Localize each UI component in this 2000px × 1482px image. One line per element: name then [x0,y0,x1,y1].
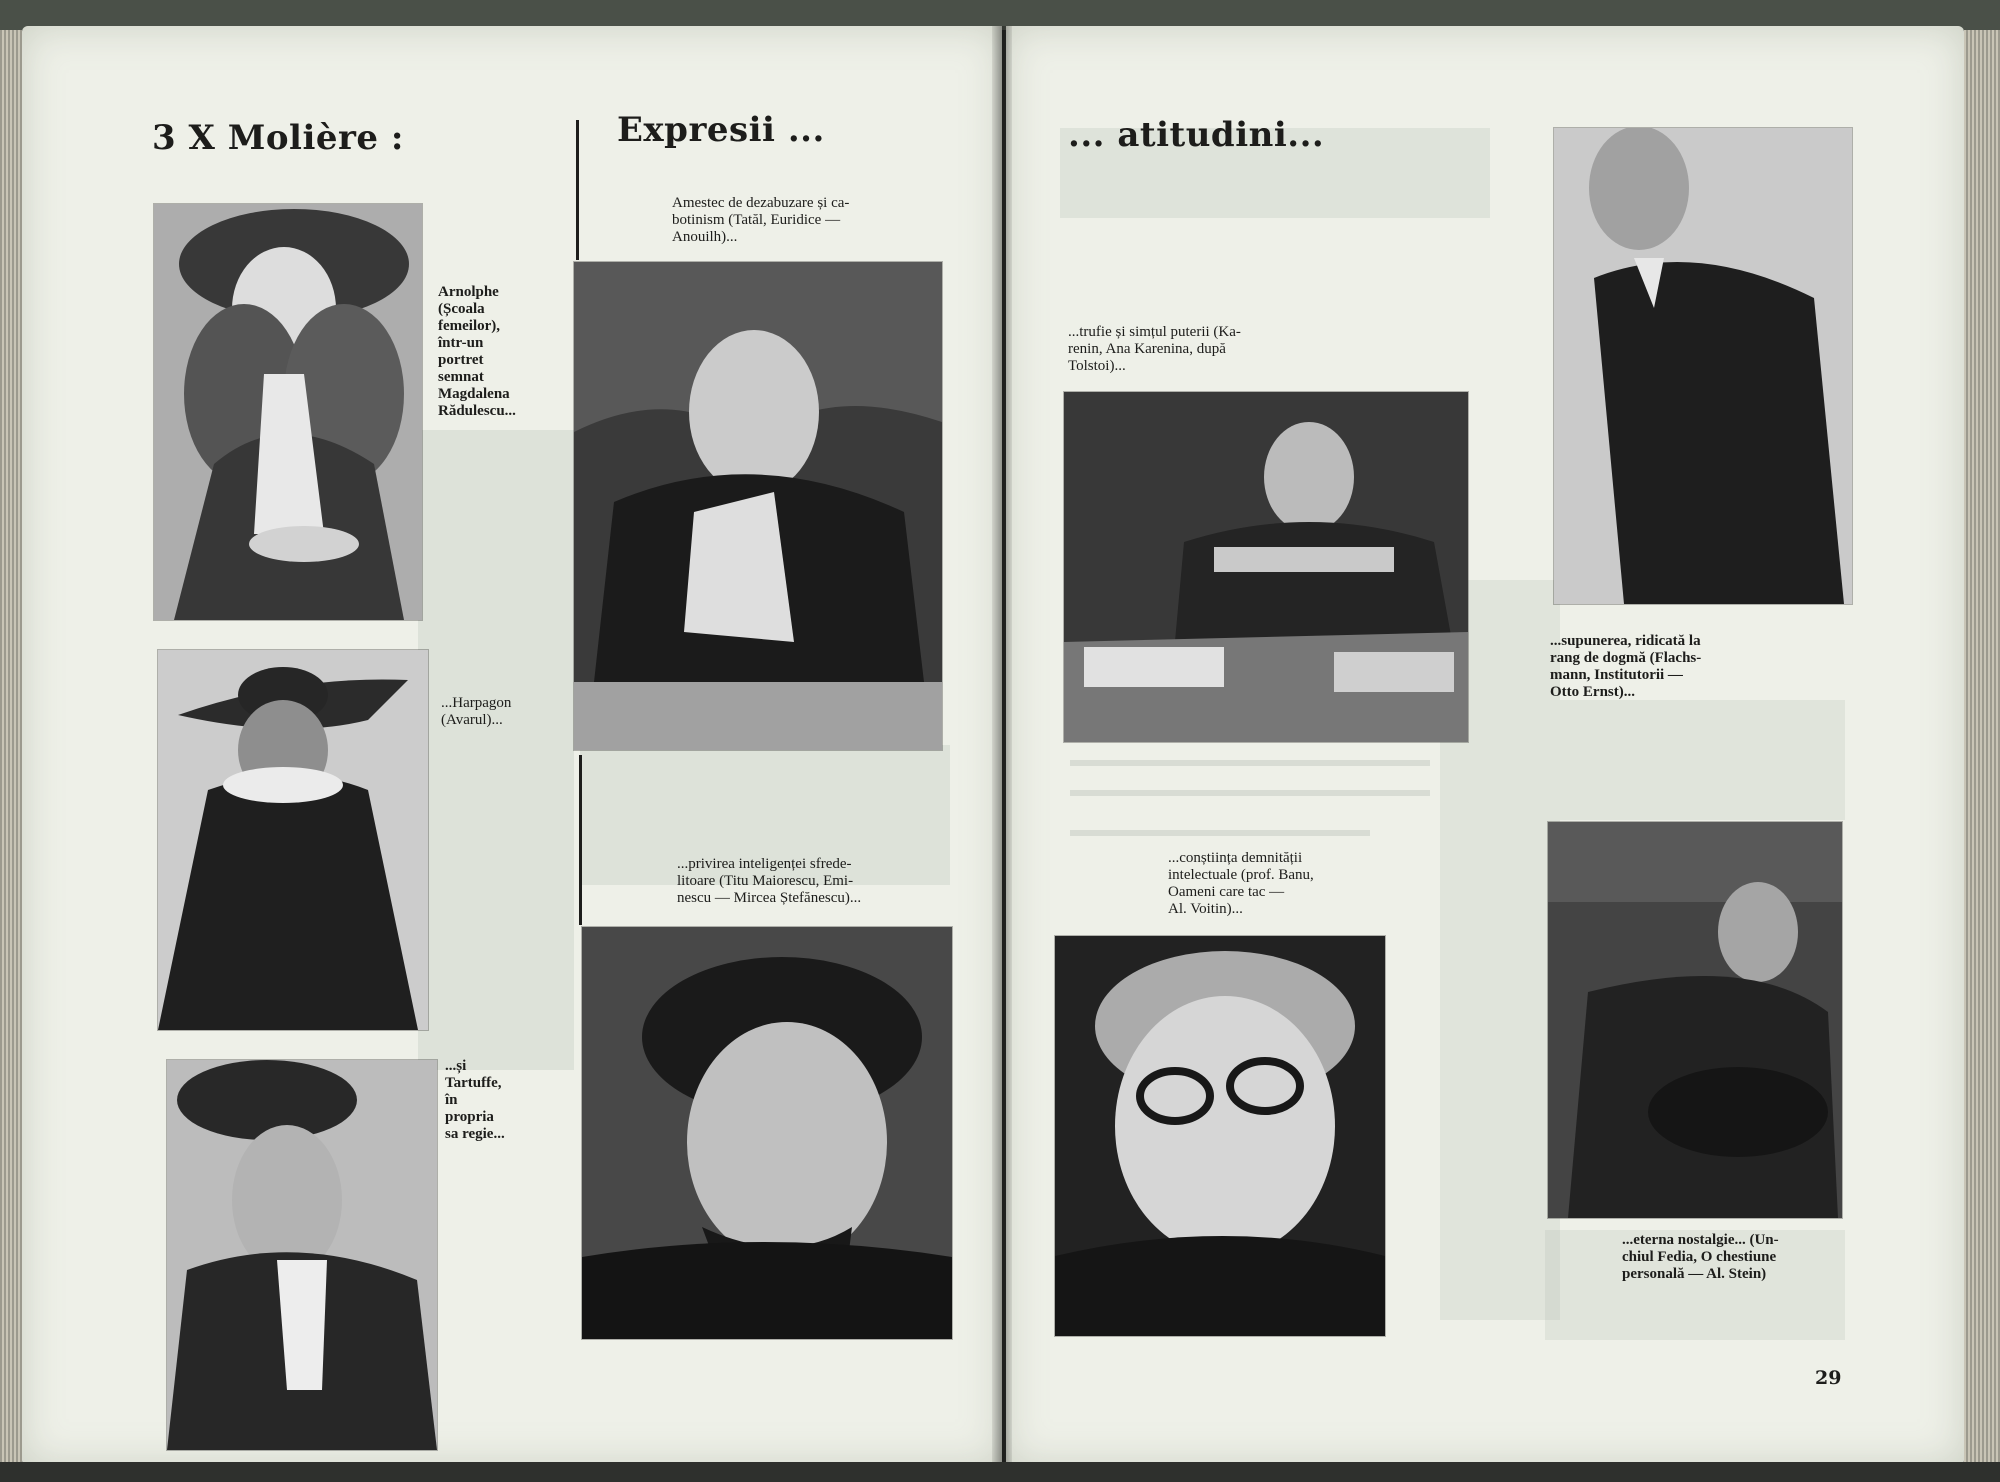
column-rule [579,755,582,925]
expresii-heading: Expresii ... [617,110,825,150]
book-left-edge [0,30,22,1462]
column-rule [576,120,579,260]
flachsmann-photo [1554,128,1852,604]
fedia-photo [1548,822,1842,1218]
actor-at-desk-icon [574,262,942,750]
banu-photo [1055,936,1385,1336]
show-through-line [1070,830,1370,836]
maiorescu-photo [582,927,952,1339]
moliere-heading: 3 X Molière : [152,118,404,158]
fedia-caption: ...eterna nostalgie... (Un- chiul Fedia, O chestiune personală — Al. Stein) [1622,1232,1779,1282]
actor-in-collar-icon [167,1060,437,1450]
maiorescu-caption: ...privirea inteligenței sfrede- litoare (Titu Maiorescu, Emi- nescu — Mircea Ștefănescu)... [677,856,862,906]
harpagon-caption: ...Harpagon (Avarul)... [441,695,512,728]
page-number: 29 [1815,1367,1842,1389]
portrait-painting-icon [154,204,422,620]
show-through-block [418,430,574,1070]
atitudini-heading: ... atitudini... [1068,115,1325,155]
actor-with-guitar-icon [1548,822,1842,1218]
standing-actor-icon [1554,128,1852,604]
banu-caption: ...conștiința demnității intelectuale (prof. Banu, Oameni care tac — Al. Voitin)... [1168,850,1314,917]
tartuffe-caption: ...și Tartuffe, în propria sa regie... [445,1058,505,1142]
arnolphe-caption: Arnolphe (Școala femeilor), într-un portret semnat Magdalena Rădulescu... [438,284,516,419]
bearded-actor-icon [582,927,952,1339]
show-through-line [1070,790,1430,796]
scan-bottom-band [0,1462,2000,1482]
harpagon-photo [158,650,428,1030]
show-through-block [1560,700,1845,820]
book-right-edge [1964,30,2000,1462]
arnolphe-portrait-photo [154,204,422,620]
actor-in-hat-icon [158,650,428,1030]
karenin-photo [1064,392,1468,742]
karenin-caption: ...trufie și simțul puterii (Ka- renin, Ana Karenina, după Tolstoi)... [1068,324,1241,374]
tatal-caption: Amestec de dezabuzare și ca- botinism (Tatăl, Euridice — Anouilh)... [672,195,850,245]
tartuffe-photo [167,1060,437,1450]
tatal-photo [574,262,942,750]
book-gutter [992,26,1012,1466]
flachsmann-caption: ...supunerea, ridicată la rang de dogmă (Flachs- mann, Institutorii — Otto Ernst)... [1550,633,1702,700]
actor-with-glasses-icon [1055,936,1385,1336]
actor-at-desk-icon [1064,392,1468,742]
show-through-line [1070,760,1430,766]
